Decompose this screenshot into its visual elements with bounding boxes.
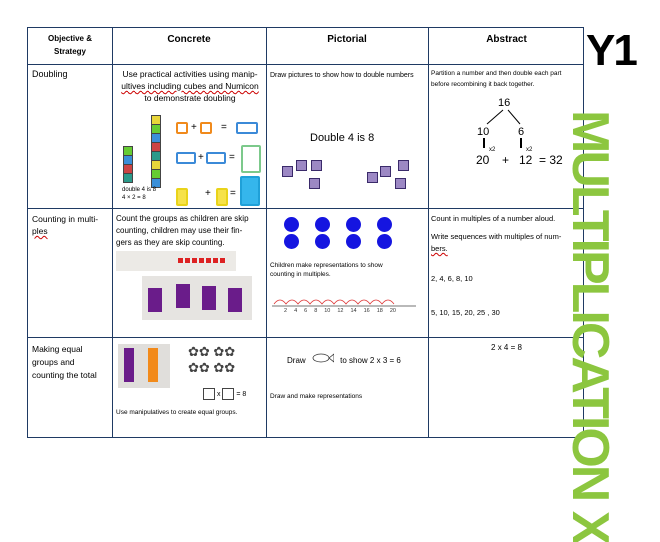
cubes-photo	[142, 276, 252, 320]
row2-objective: Counting in multi- ples	[32, 214, 99, 236]
number-line-labels: 2 4 6 8 10 12 14 16 18 20	[284, 308, 396, 314]
header-objective: Objective & Strategy	[47, 34, 92, 56]
tree-b: 12	[519, 153, 533, 167]
number-line	[270, 290, 420, 320]
tree-plus: +	[502, 153, 510, 167]
row3-pictorial-text: Draw and make representations	[270, 393, 363, 400]
header-pictorial: Pictorial	[327, 34, 367, 45]
row2-pictorial-text: Children make representations to show counting in multiples.	[270, 262, 383, 278]
multiplication-vertical-title: MULTIPLICATION X	[561, 110, 619, 542]
row3-concrete-caption: Use manipulatives to create equal groups.	[116, 409, 238, 416]
tree-right: 6	[518, 126, 525, 138]
fish-icon	[312, 353, 334, 366]
tree-eq: = 32	[539, 153, 563, 167]
row1-concrete-text: Use practical activities using manip- ultives including cubes and Numicon to demonstrate doubling	[121, 69, 259, 103]
row1-abstract-text: Partition a number and then double each part before recombining it back together.	[431, 70, 562, 88]
header-abstract: Abstract	[486, 34, 527, 45]
tree-a: 20	[476, 153, 490, 167]
tree-top: 16	[498, 97, 511, 109]
row3-objective: Making equal groups and counting the total	[32, 344, 97, 380]
equal-groups-photo	[118, 344, 170, 388]
row1-pictorial-title: Double 4 is 8	[310, 132, 375, 144]
tree-x2b: x2	[526, 147, 533, 153]
row3-abstract: 2 x 4 = 8	[491, 343, 522, 352]
flowers-drawing: ✿✿ ✿✿ ✿✿ ✿✿	[188, 344, 236, 375]
strategy-table: Objective & Strategy Concrete Pictorial Abstract Doubling Use practical activities using manip- ultives including cubes and Numicon to demonstrate doubling double 4 is 8 4 × 2 = 8 + = + = + = Draw pictures to show how to double numbers Double 4 is 8 Partition a number and then double each part before recombining it back together. 16 10 6 x2 x2 20 + 12 = 32 Counting in multi- ples Count the groups as children are skip counting, children may use their fin- gers as they are skip counting. Children make representations to show counting in multiples. 2 4 6 8 10 12 14 16 18 20 Count in multiples of a number aloud. Write sequences with multiples of num- bers. 2, 4, 6, 8, 10 5, 10, 15, 20, 25 , 30 Making equal groups and counting the total ✿✿ ✿✿ ✿✿ ✿✿ x = 8 Use manipulatives to create equal groups. Draw to show 2 x 3 = 6 Draw and make representations 2 x 4 = 8	[27, 27, 584, 438]
row3-pictorial-eq: Draw to show 2 x 3 = 6	[287, 353, 401, 366]
row2-abstract-text: Count in multiples of a number aloud. Write sequences with multiples of num- bers. 2, 4, 6, 8, 10 5, 10, 15, 20, 25 , 30	[431, 214, 562, 317]
row2-concrete-text: Count the groups as children are skip counting, children may use their fin- gers as they are skip counting.	[116, 214, 249, 247]
header-concrete: Concrete	[167, 34, 211, 45]
counting-photo	[116, 251, 236, 271]
tree-x2a: x2	[489, 147, 496, 153]
cube-caption: double 4 is 8 4 × 2 = 8	[122, 187, 157, 201]
box-equation: x = 8	[203, 388, 246, 400]
row1-objective: Doubling	[32, 69, 68, 79]
year-title: Y1	[586, 26, 636, 75]
row1-pictorial-text: Draw pictures to show how to double numbers	[270, 72, 414, 79]
tree-left: 10	[477, 126, 490, 138]
